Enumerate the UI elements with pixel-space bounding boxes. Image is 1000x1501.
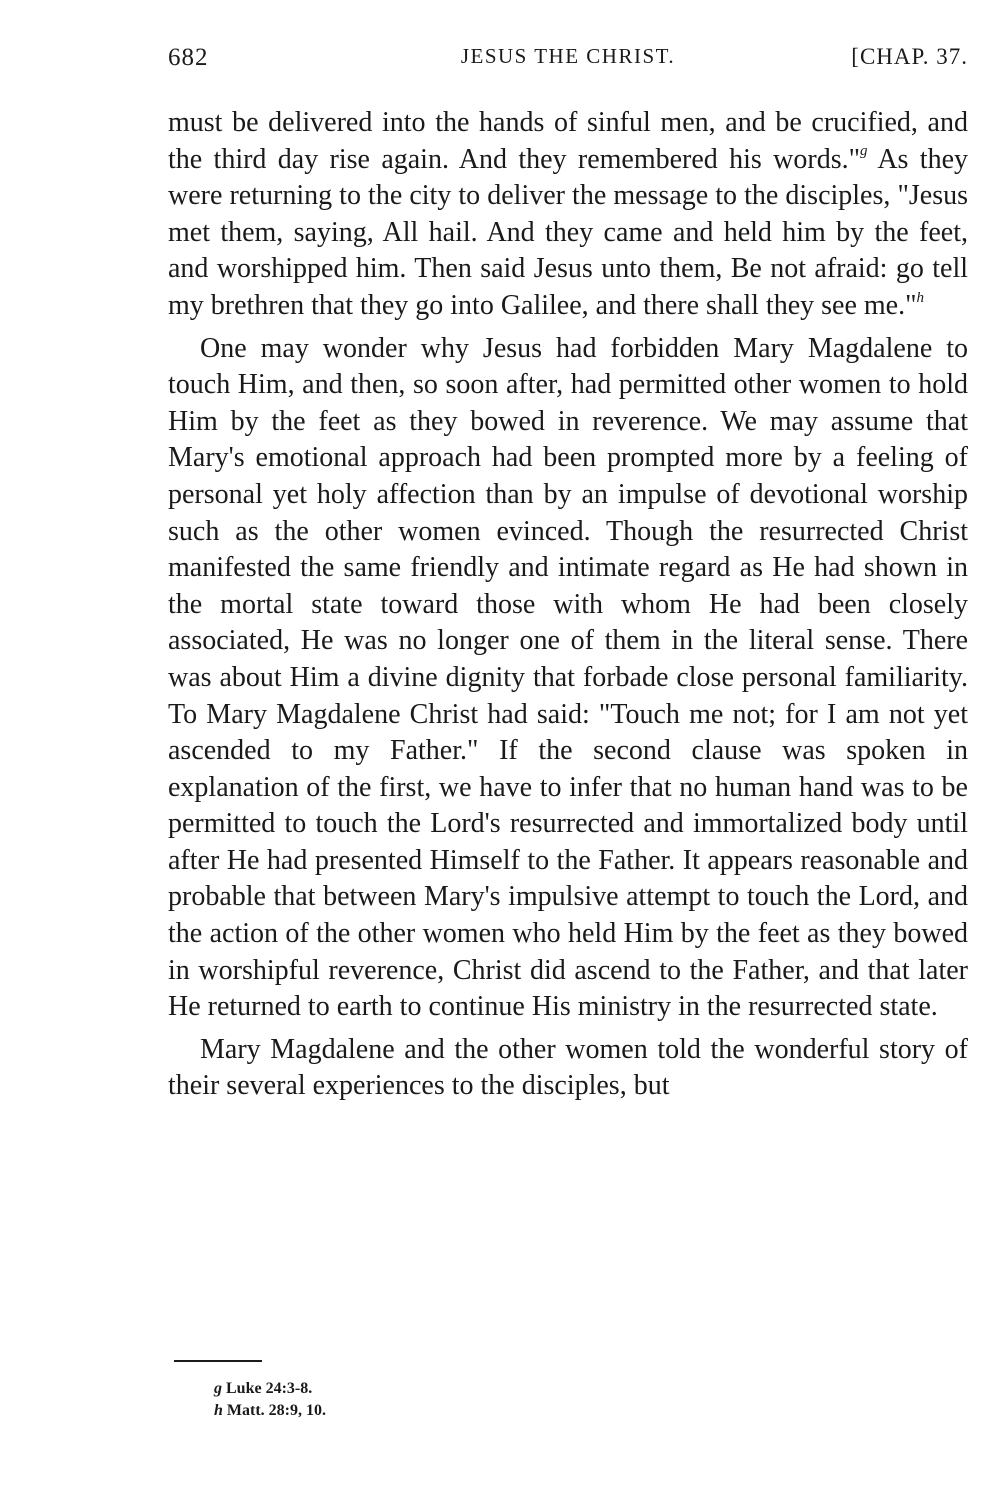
footnote-h-ref: Matt. 28:9, 10. <box>226 1402 326 1419</box>
footnote-marker-g: g <box>860 143 868 160</box>
paragraph-2: One may wonder why Jesus had forbidden Mary Magdalene to touch Him, and then, so soon after, had permitted other women to hold Him by the feet as they bowed in reverence. We may assume that Mary's emotional approach had been prompted more by a feeling of personal yet holy affection than by an impulse of devotional worship such as the other women evinced. Though the resurrected Christ manifested the same friendly and intimate regard as He had shown in the mortal state toward those with whom He had been closely associated, He was no longer one of them in the literal sense. There was about Him a divine dignity that forbade close personal familiarity. To Mary Magdalene Christ had said: "Touch me not; for I am not yet ascended to my Father." If the second clause was spoken in explanation of the first, we have to infer that no human hand was to be permitted to touch the Lord's resurrected and immortalized body until after He had presented Himself to the Father. It appears reasonable and probable that between Mary's impulsive attempt to touch the Lord, and the action of the other women who held Him by the feet as they bowed in worshipful reverence, Christ did ascend to the Father, and that later He returned to earth to continue His ministry in the resurrected state. <box>168 332 968 1023</box>
paragraph-3: Mary Magdalene and the other women told the wonderful story of their several experiences to the disciples, but <box>168 1033 968 1102</box>
footnote-divider <box>174 1360 262 1362</box>
footnote-g-ref: Luke 24:3-8. <box>226 1380 313 1397</box>
running-title: JESUS THE CHRIST. <box>460 44 676 68</box>
paragraph-1-text-b: As they were returning to the city to deliver the message to the disciples, "Jesus met them, saying, All hail. And they came and held him by the feet, and worshipped him. Then said Jesus unto them, Be not afraid: go tell my brethren that they go into Galilee, and there shall they see me." <box>168 143 968 321</box>
running-head <box>168 44 968 78</box>
footnote-h <box>214 1400 326 1422</box>
footnotes <box>214 1378 326 1422</box>
footnote-g <box>214 1378 326 1400</box>
page-number: 682 <box>168 44 209 71</box>
paragraph-1-text-a: must be delivered into the hands of sinful men, and be crucified, and the third day rise again. And they remembered his words." <box>168 107 968 175</box>
footnote-h-mark: h <box>214 1402 223 1419</box>
chapter-reference: [CHAP. 37. <box>851 44 968 69</box>
footnote-g-mark: g <box>214 1380 222 1397</box>
body-text <box>168 105 968 1105</box>
paragraph-1 <box>168 105 968 325</box>
footnote-marker-h: h <box>916 289 925 306</box>
